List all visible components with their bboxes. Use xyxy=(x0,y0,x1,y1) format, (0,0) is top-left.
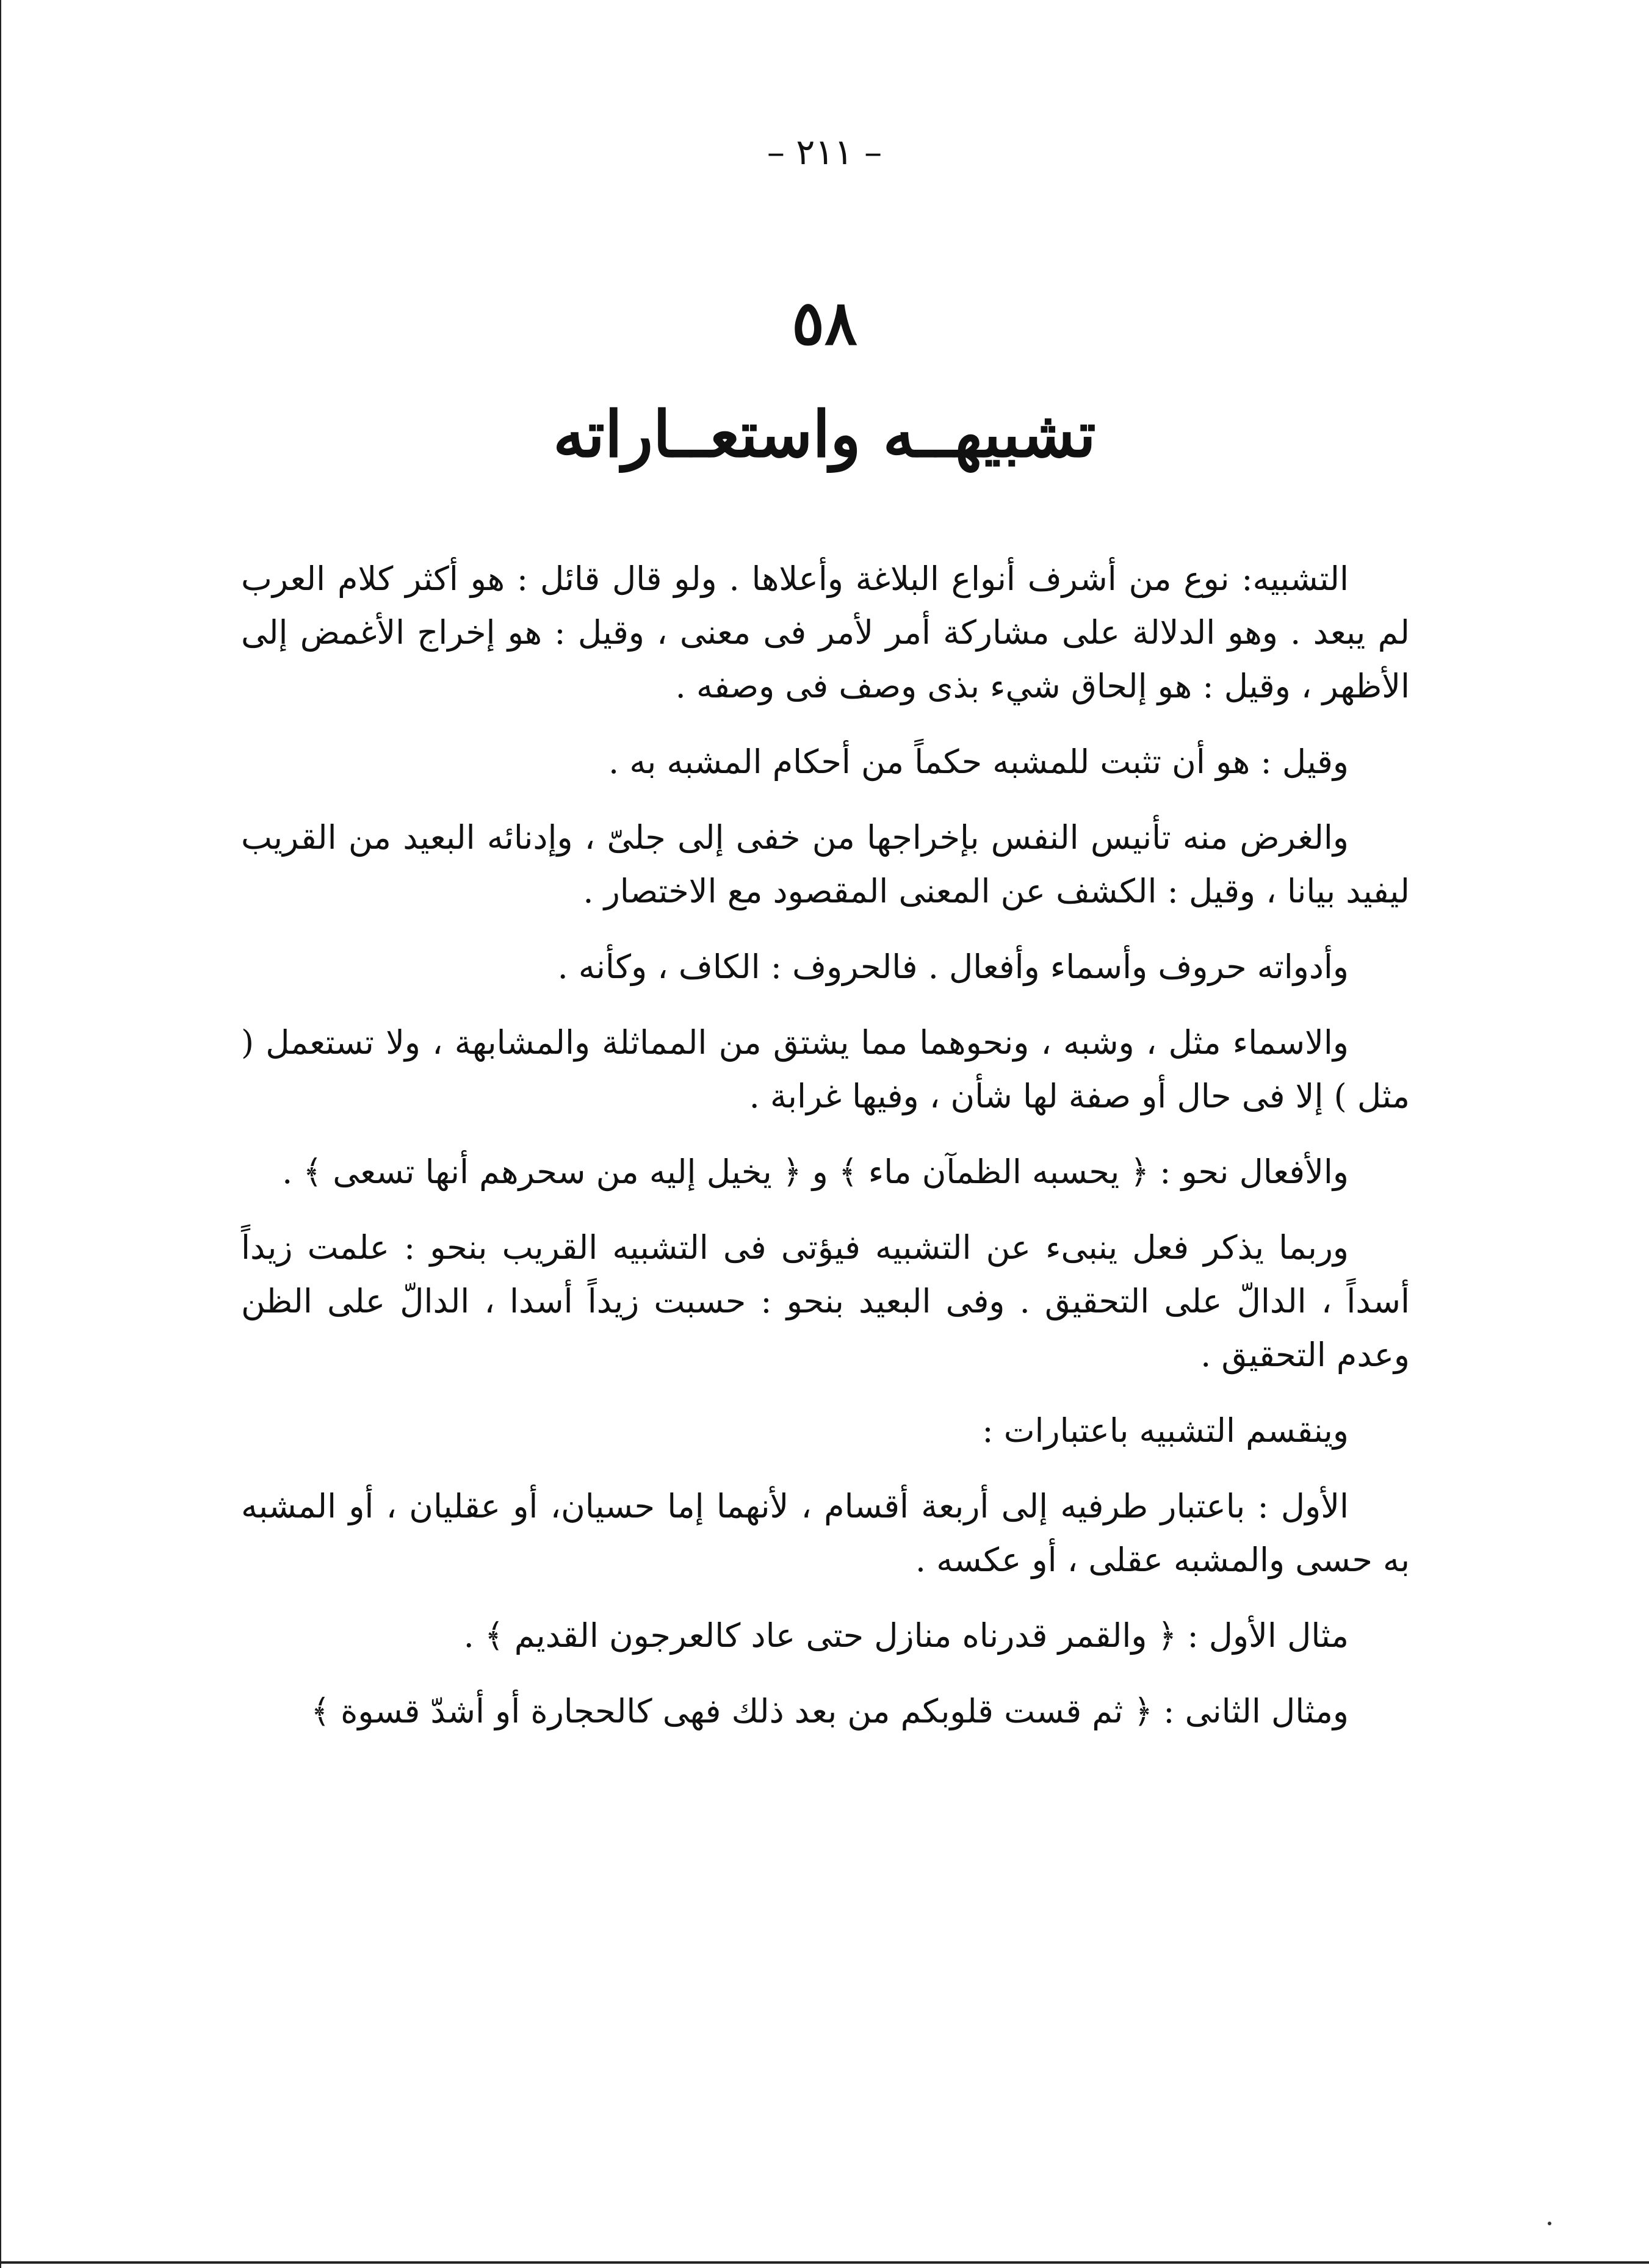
paragraph: والاسماء مثل ، وشبه ، ونحوهما مما يشتق من المماثلة والمشابهة ، ولا تستعمل ( مثل ) إلا فى حال أو صفة لها شأن ، وفيها غرابة . xyxy=(241,1023,1410,1115)
page-number: – ٢١١ – xyxy=(767,131,882,173)
scan-speck xyxy=(1548,2222,1551,2225)
paragraph: وربما يذكر فعل ينبىء عن التشبيه فيؤتى فى التشبيه القريب بنحو : علمت زيداً أسداً ، الدالّ على التحقيق . وفى البعيد بنحو : حسبت زيداً أسدا ، الدالّ على الظن وعدم التحقيق . xyxy=(241,1228,1410,1374)
paragraph: والغرض منه تأنيس النفس بإخراجها من خفى إلى جلىّ ، وإدنائه البعيد من القريب ليفيد بيانا ، وقيل : الكشف عن المعنى المقصود مع الاختصار . xyxy=(241,818,1410,910)
chapter-number: ٥٨ xyxy=(792,287,857,359)
paragraph: الأول : باعتبار طرفيه إلى أربعة أقسام ، لأنهما إما حسيان، أو عقليان ، أو المشبه به حسى والمشبه عقلى ، أو عكسه . xyxy=(241,1487,1410,1579)
scan-border-bottom xyxy=(0,2261,1649,2264)
body-text xyxy=(241,552,1410,1760)
paragraph: التشبيه: نوع من أشرف أنواع البلاغة وأعلاها . ولو قال قائل : هو أكثر كلام العرب لم يبعد . وهو الدلالة على مشاركة أمر لأمر فى معنى ، وقيل : هو إخراج الأغمض إلى الأظهر ، وقيل : هو إلحاق شيء بذى وصف فى وصفه . xyxy=(241,560,1410,705)
chapter-title: تشبيهــه واستعــاراته xyxy=(553,397,1096,472)
paragraph: وأدواته حروف وأسماء وأفعال . فالحروف : الكاف ، وكأنه . xyxy=(557,948,1349,986)
paragraph: وقيل : هو أن تثبت للمشبه حكماً من أحكام المشبه به . xyxy=(608,743,1349,781)
paragraph: مثال الأول : ﴿ والقمر قدرناه منازل حتى عاد كالعرجون القديم ﴾ . xyxy=(463,1616,1349,1655)
paragraph: والأفعال نحو : ﴿ يحسبه الظمآن ماء ﴾ و ﴿ يخيل إليه من سحرهم أنها تسعى ﴾ . xyxy=(282,1153,1349,1191)
paragraph: ومثال الثانى : ﴿ ثم قست قلوبكم من بعد ذلك فهى كالحجارة أو أشدّ قسوة ﴾ xyxy=(311,1692,1349,1730)
paragraph: وينقسم التشبيه باعتبارات : xyxy=(982,1411,1349,1450)
